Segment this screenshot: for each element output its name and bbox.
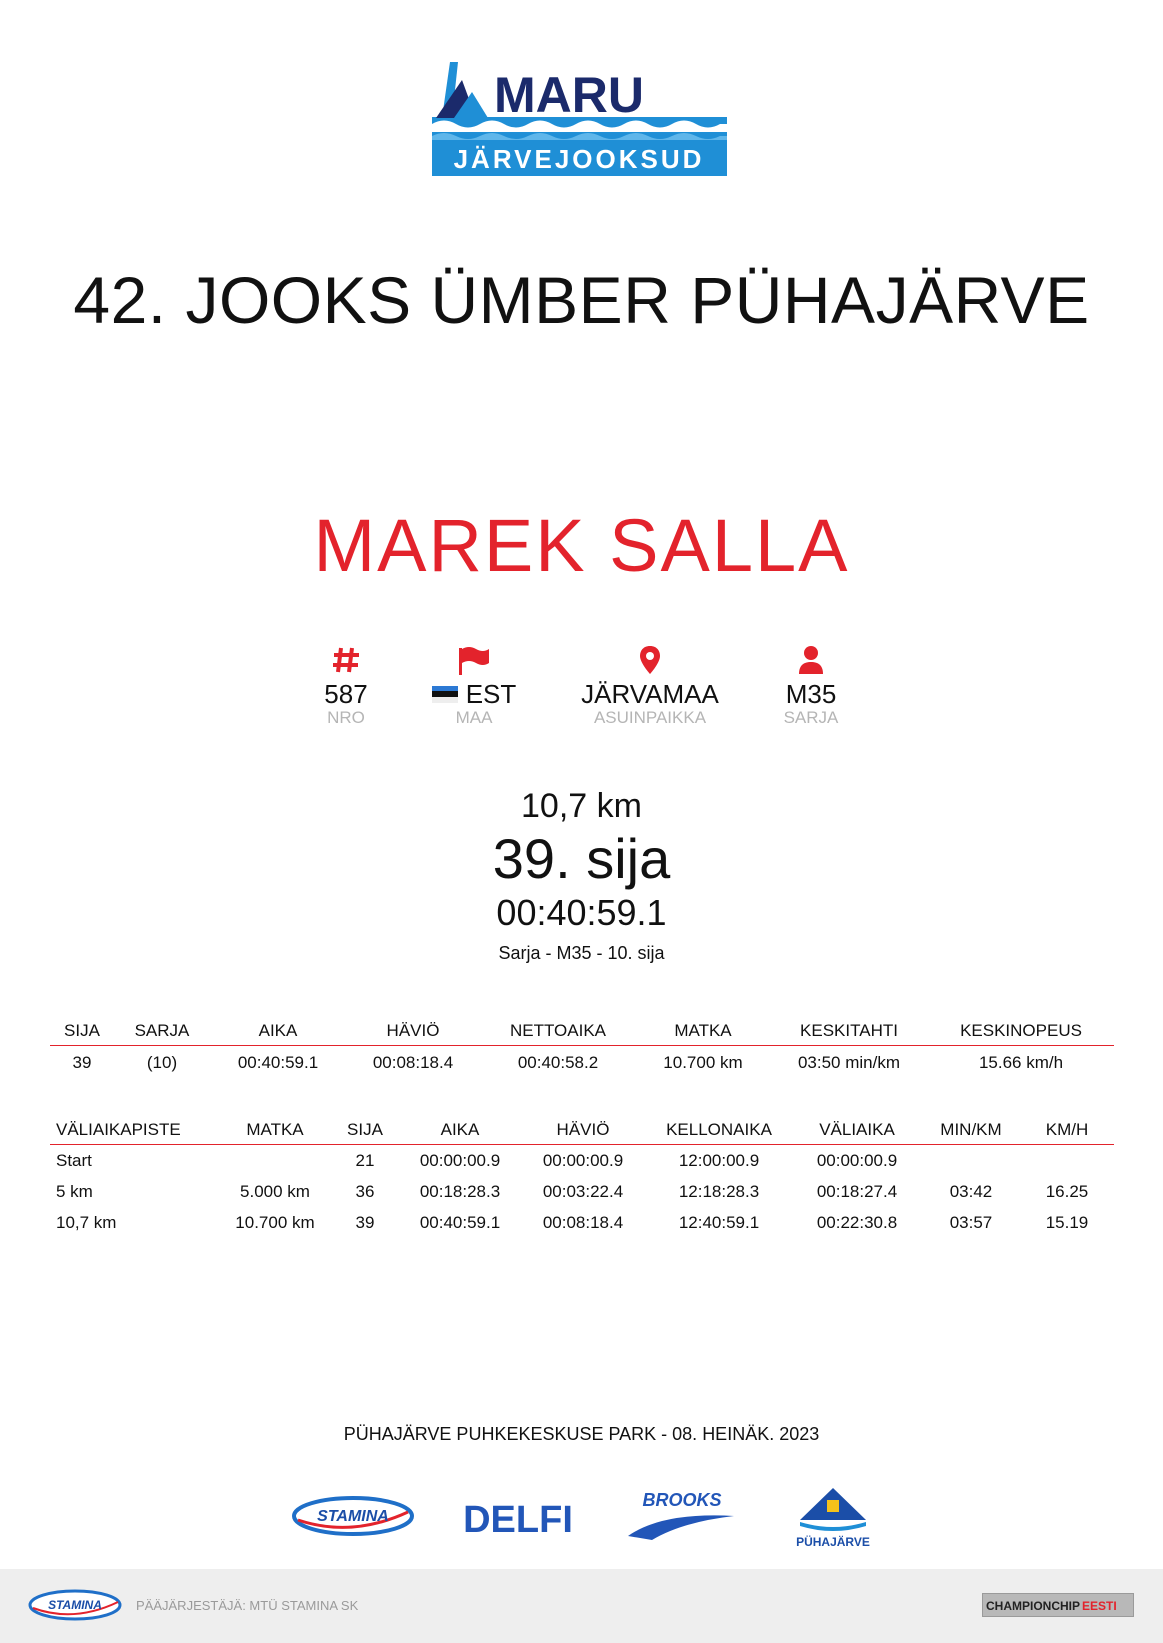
cell: 03:42 bbox=[949, 1181, 993, 1201]
cell: 00:08:18.4 bbox=[372, 1053, 454, 1072]
cell: 12:00:00.9 bbox=[678, 1150, 760, 1170]
table-row bbox=[50, 1046, 1114, 1081]
cell: 21 bbox=[355, 1150, 375, 1170]
flag-icon bbox=[374, 645, 574, 675]
cell: 12:18:28.3 bbox=[678, 1181, 760, 1201]
svg-text:CHAMPIONCHIP: CHAMPIONCHIP bbox=[986, 1599, 1081, 1613]
maru-jarvejooksud-logo bbox=[432, 62, 727, 176]
col-header: KELLONAIKA bbox=[646, 1116, 792, 1145]
cell: 15.66 km/h bbox=[978, 1053, 1064, 1072]
col-header: AIKA bbox=[400, 1116, 520, 1145]
footer-stamina-logo bbox=[28, 1587, 122, 1623]
brooks-logo bbox=[622, 1486, 744, 1542]
col-header: NETTOAIKA bbox=[480, 1017, 636, 1046]
event-title: 42. JOOKS ÜMBER PÜHAJÄRVE bbox=[73, 263, 1090, 337]
country-label: MAA bbox=[455, 708, 493, 727]
col-header: KESKINOPEUS bbox=[928, 1017, 1114, 1046]
col-header: MATKA bbox=[220, 1116, 330, 1145]
sponsor-logos bbox=[0, 1486, 1163, 1566]
category-place: Sarja - M35 - 10. sija bbox=[498, 943, 665, 963]
athlete-name: MAREK SALLA bbox=[313, 504, 850, 587]
cell: 00:08:18.4 bbox=[542, 1212, 624, 1232]
cell: 00:18:27.4 bbox=[816, 1181, 898, 1201]
cell bbox=[922, 1145, 1020, 1177]
championchip-logo bbox=[982, 1593, 1134, 1617]
results-table bbox=[50, 1017, 1114, 1080]
svg-text:EESTI: EESTI bbox=[1082, 1599, 1117, 1613]
col-header: SIJA bbox=[330, 1116, 400, 1145]
cell: 00:00:00.9 bbox=[816, 1150, 898, 1170]
col-header: HÄVIÖ bbox=[520, 1116, 646, 1145]
cell: 39 bbox=[355, 1212, 375, 1232]
cell: 00:40:59.1 bbox=[237, 1053, 319, 1072]
cell: 03:50 min/km bbox=[797, 1053, 901, 1072]
venue-date: PÜHAJÄRVE PUHKEKESKUSE PARK - 08. HEINÄK. 2023 bbox=[343, 1424, 820, 1444]
puhajarve-logo bbox=[786, 1486, 880, 1548]
cell: Start bbox=[56, 1150, 92, 1170]
col-header: HÄVIÖ bbox=[346, 1017, 480, 1046]
splits-table bbox=[50, 1116, 1114, 1238]
residence-label: ASUINPAIKKA bbox=[593, 708, 707, 727]
table-row bbox=[50, 1207, 1114, 1238]
bib-label: NRO bbox=[327, 708, 365, 727]
bib-value: 587 bbox=[324, 679, 368, 709]
cell: (10) bbox=[146, 1053, 178, 1072]
cell: 5 km bbox=[56, 1181, 93, 1201]
svg-text:MARU: MARU bbox=[494, 67, 644, 123]
svg-text:BROOKS: BROOKS bbox=[642, 1490, 722, 1510]
person-icon bbox=[711, 645, 911, 675]
residence-value: JÄRVAMAA bbox=[581, 679, 719, 709]
overall-place: 39. sija bbox=[492, 827, 671, 890]
result-summary bbox=[0, 785, 1163, 969]
table-row bbox=[50, 1176, 1114, 1207]
svg-text:STAMINA: STAMINA bbox=[317, 1508, 389, 1525]
col-header: KESKITAHTI bbox=[770, 1017, 928, 1046]
cell: 00:40:58.2 bbox=[517, 1053, 599, 1072]
col-header: SIJA bbox=[50, 1017, 114, 1046]
cell: 00:18:28.3 bbox=[419, 1181, 501, 1201]
col-header: SARJA bbox=[114, 1017, 210, 1046]
cell: 5.000 km bbox=[240, 1181, 310, 1201]
cell: 00:22:30.8 bbox=[816, 1212, 898, 1232]
cell: 16.25 bbox=[1045, 1181, 1089, 1201]
category-label: SARJA bbox=[783, 708, 839, 727]
cell: 00:40:59.1 bbox=[419, 1212, 501, 1232]
svg-text:PÜHAJÄRVE: PÜHAJÄRVE bbox=[796, 1535, 870, 1548]
results-header-row bbox=[50, 1017, 1114, 1046]
cell: 00:03:22.4 bbox=[542, 1181, 624, 1201]
country-value: EST bbox=[465, 679, 517, 709]
col-header: MATKA bbox=[636, 1017, 770, 1046]
estonia-flag-icon bbox=[432, 686, 458, 703]
cell: 10,7 km bbox=[56, 1212, 117, 1232]
col-header: VÄLIAIKAPISTE bbox=[50, 1116, 220, 1145]
footer bbox=[0, 1569, 1163, 1643]
cell: 15.19 bbox=[1045, 1212, 1089, 1232]
table-row bbox=[50, 1145, 1114, 1177]
cell: 39 bbox=[72, 1053, 92, 1072]
distance: 10,7 km bbox=[521, 787, 642, 825]
svg-text:STAMINA: STAMINA bbox=[48, 1598, 102, 1612]
category-value: M35 bbox=[785, 679, 837, 709]
col-header: KM/H bbox=[1020, 1116, 1114, 1145]
info-category bbox=[711, 645, 911, 727]
cell bbox=[220, 1145, 330, 1177]
col-header: AIKA bbox=[210, 1017, 346, 1046]
col-header: VÄLIAIKA bbox=[792, 1116, 922, 1145]
cell: 03:57 bbox=[949, 1212, 993, 1232]
col-header: MIN/KM bbox=[922, 1116, 1020, 1145]
cell: 36 bbox=[355, 1181, 375, 1201]
organizer-text: PÄÄJÄRJESTÄJÄ: MTÜ STAMINA SK bbox=[136, 1598, 359, 1613]
cell bbox=[1020, 1145, 1114, 1177]
cell: 10.700 km bbox=[235, 1212, 315, 1232]
info-country bbox=[374, 645, 574, 727]
cell: 12:40:59.1 bbox=[678, 1212, 760, 1232]
delfi-logo bbox=[458, 1494, 578, 1538]
svg-text:DELFI: DELFI bbox=[463, 1499, 573, 1538]
cell: 00:00:00.9 bbox=[542, 1150, 624, 1170]
cell: 10.700 km bbox=[663, 1053, 743, 1072]
finish-time: 00:40:59.1 bbox=[496, 892, 667, 933]
svg-text:JÄRVEJOOKSUD: JÄRVEJOOKSUD bbox=[453, 144, 705, 174]
stamina-logo bbox=[292, 1494, 414, 1538]
cell: 00:00:00.9 bbox=[419, 1150, 501, 1170]
splits-header-row bbox=[50, 1116, 1114, 1145]
